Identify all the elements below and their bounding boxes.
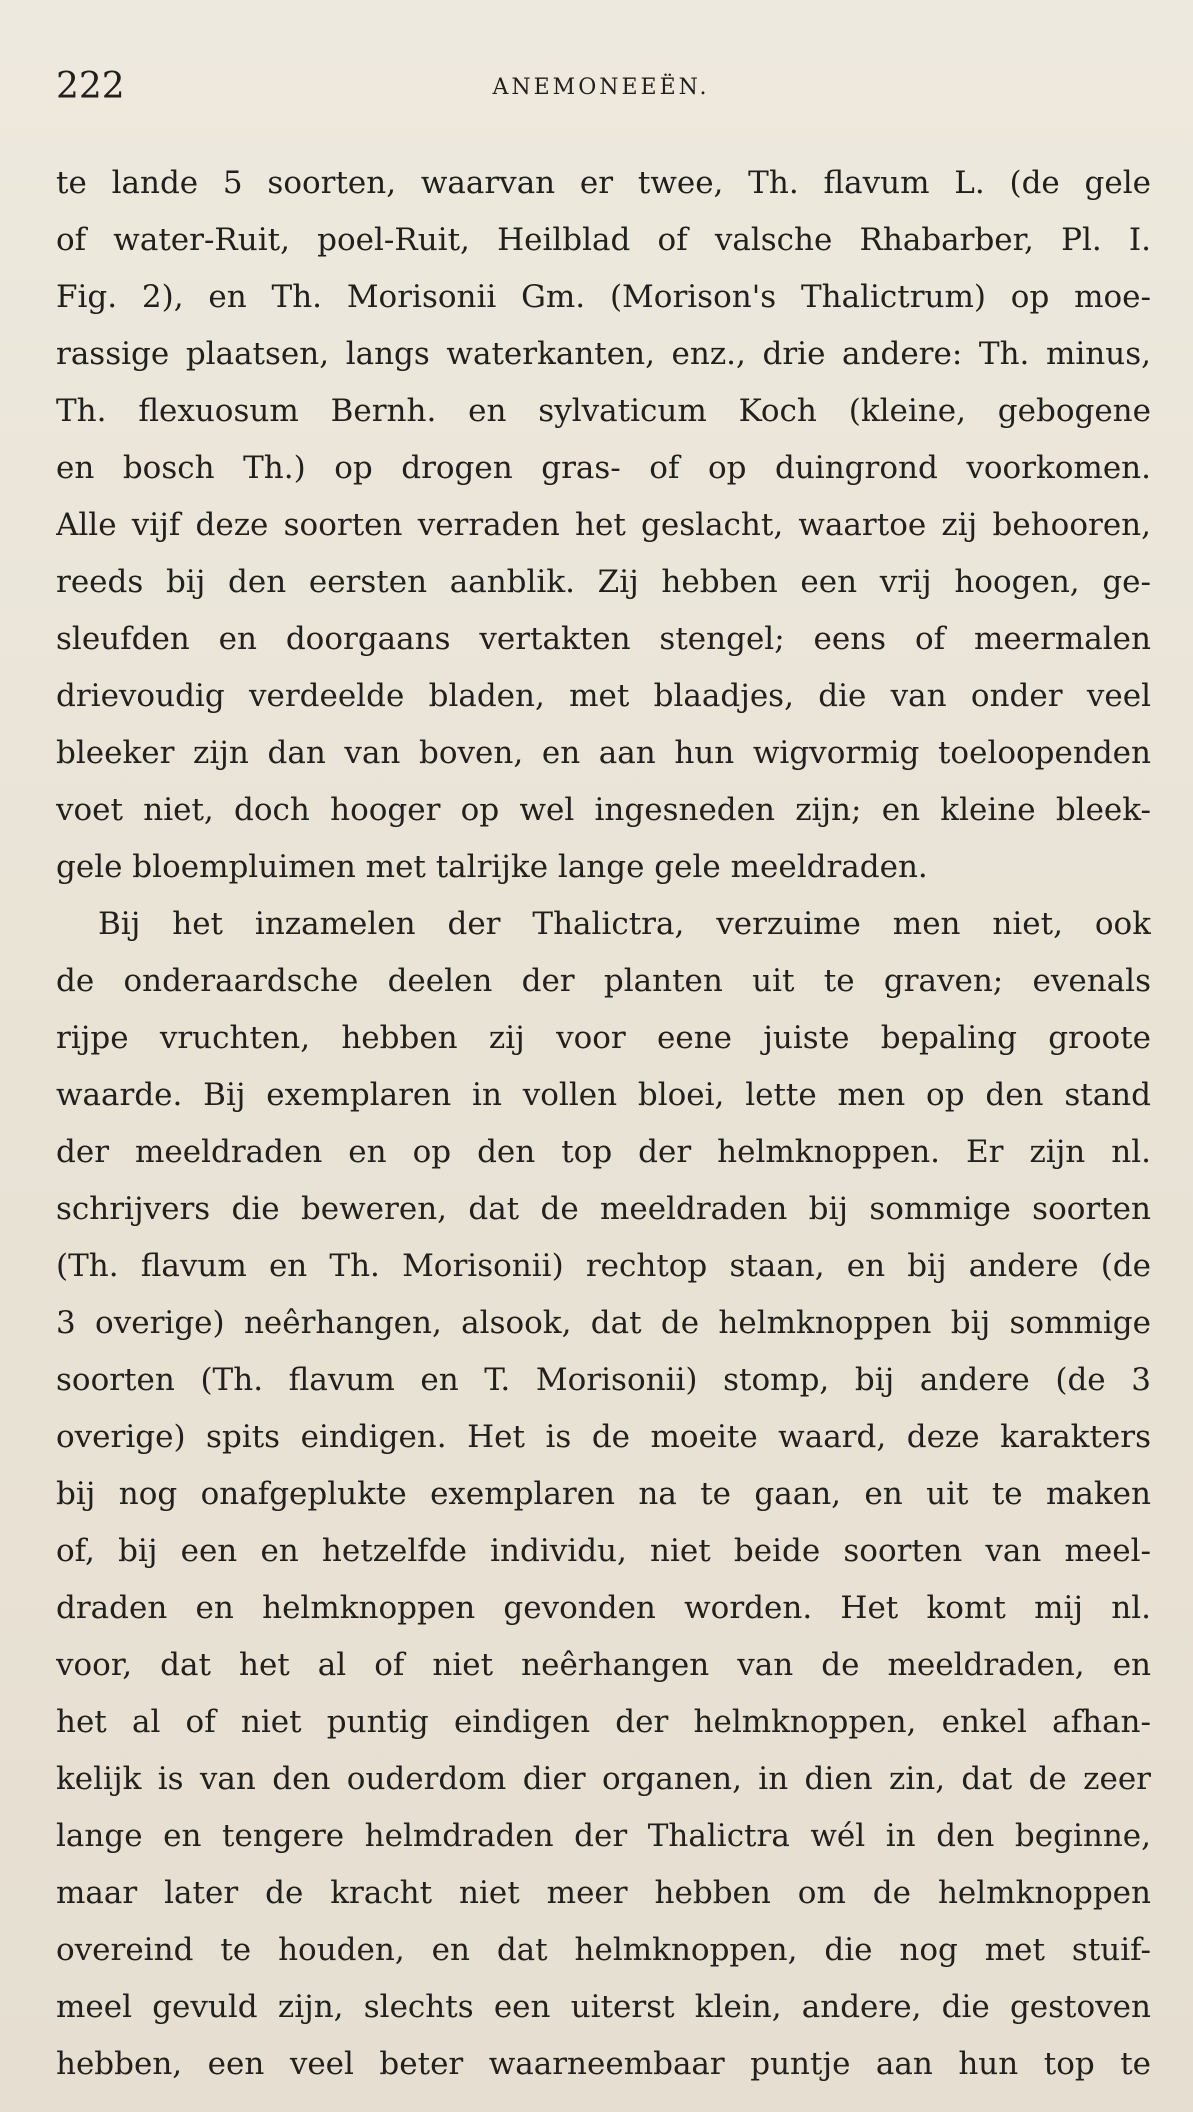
text-line: lange en tengere helmdraden der Thalictra wél in den beginne, bbox=[56, 1818, 1151, 1854]
running-head bbox=[56, 62, 1146, 112]
text-line: voet niet, doch hooger op wel ingesneden zijn; en kleine bleek- bbox=[56, 792, 1151, 828]
text-line: de onderaardsche deelen der planten uit te graven; evenals bbox=[56, 963, 1151, 999]
text-line: draden en helmknoppen gevonden worden. Het komt mij nl. bbox=[56, 1590, 1151, 1626]
text-line: en bosch Th.) op drogen gras- of op duingrond voorkomen. bbox=[56, 450, 1151, 486]
text-line: overeind te houden, en dat helmknoppen, die nog met stuif- bbox=[56, 1932, 1151, 1968]
text-line: te lande 5 soorten, waarvan er twee, Th. flavum L. (de gele bbox=[56, 165, 1151, 201]
text-line: kelijk is van den ouderdom dier organen, in dien zin, dat de zeer bbox=[56, 1761, 1151, 1797]
text-line: bij nog onafgeplukte exemplaren na te gaan, en uit te maken bbox=[56, 1476, 1151, 1512]
text-line: maar later de kracht niet meer hebben om de helmknoppen bbox=[56, 1875, 1151, 1911]
text-line: reeds bij den eersten aanblik. Zij hebben een vrij hoogen, ge- bbox=[56, 564, 1151, 600]
text-line: Fig. 2), en Th. Morisonii Gm. (Morison's Thalictrum) op moe- bbox=[56, 279, 1151, 315]
text-line: bleeker zijn dan van boven, en aan hun wigvormig toeloopenden bbox=[56, 735, 1151, 771]
section-title: ANEMONEEËN. bbox=[492, 75, 710, 100]
text-line: of water-Ruit, poel-Ruit, Heilblad of valsche Rhabarber, Pl. I. bbox=[56, 222, 1151, 258]
page-number: 222 bbox=[56, 66, 125, 107]
text-line: meel gevuld zijn, slechts een uiterst klein, andere, die gestoven bbox=[56, 1989, 1151, 2025]
text-line: Alle vijf deze soorten verraden het geslacht, waartoe zij behooren, bbox=[56, 507, 1151, 543]
text-line: drievoudig verdeelde bladen, met blaadjes, die van onder veel bbox=[56, 678, 1151, 714]
text-line: schrijvers die beweren, dat de meeldraden bij sommige soorten bbox=[56, 1191, 1151, 1227]
text-line: Th. flexuosum Bernh. en sylvaticum Koch (kleine, gebogene bbox=[56, 393, 1151, 429]
text-line: (Th. flavum en Th. Morisonii) rechtop staan, en bij andere (de bbox=[56, 1248, 1151, 1284]
text-line: der meeldraden en op den top der helmknoppen. Er zijn nl. bbox=[56, 1134, 1151, 1170]
text-line: gele bloempluimen met talrijke lange gele meeldraden. bbox=[56, 849, 928, 885]
text-line: of, bij een en hetzelfde individu, niet beide soorten van meel- bbox=[56, 1533, 1151, 1569]
body-text bbox=[56, 155, 1151, 2093]
text-line: voor, dat het al of niet neêrhangen van de meeldraden, en bbox=[56, 1647, 1151, 1683]
text-line: overige) spits eindigen. Het is de moeite waard, deze karakters bbox=[56, 1419, 1151, 1455]
text-line: sleufden en doorgaans vertakten stengel; eens of meermalen bbox=[56, 621, 1151, 657]
text-line: hebben, een veel beter waarneembaar puntje aan hun top te bbox=[56, 2046, 1151, 2082]
text-line: rassige plaatsen, langs waterkanten, enz., drie andere: Th. minus, bbox=[56, 336, 1151, 372]
text-line: rijpe vruchten, hebben zij voor eene juiste bepaling groote bbox=[56, 1020, 1151, 1056]
text-line: Bij het inzamelen der Thalictra, verzuime men niet, ook bbox=[98, 906, 1151, 942]
text-line: soorten (Th. flavum en T. Morisonii) stomp, bij andere (de 3 bbox=[56, 1362, 1151, 1398]
text-line: het al of niet puntig eindigen der helmknoppen, enkel afhan- bbox=[56, 1704, 1151, 1740]
text-line: 3 overige) neêrhangen, alsook, dat de helmknoppen bij sommige bbox=[56, 1305, 1151, 1341]
text-line: waarde. Bij exemplaren in vollen bloei, lette men op den stand bbox=[56, 1077, 1151, 1113]
